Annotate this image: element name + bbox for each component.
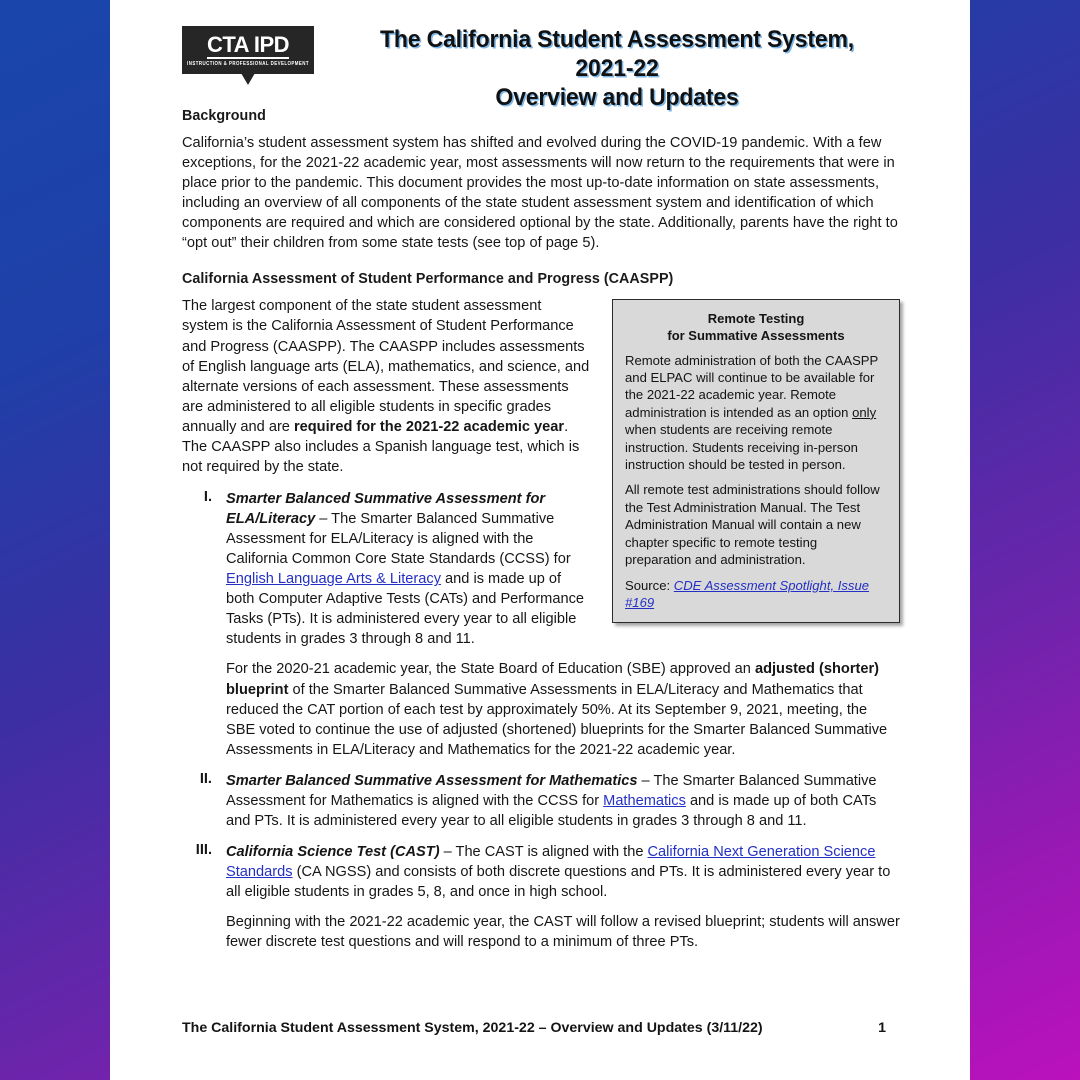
page-content [182,22,900,1058]
document-footer [182,1020,900,1036]
list-item-ii [182,771,900,831]
assessment-list [182,489,900,952]
caaspp-intro-bold: required for the 2021-22 academic year [293,418,565,435]
callout-p1-emphasis: only [852,404,877,420]
list-item-ii-numeral: II. [199,770,212,787]
list-item-i-body-a: – The Smarter Balanced Summative Assessment for ELA/Literacy is aligned with the California Common Core State Standards (CCSS) for [226,511,571,568]
callout-title-line1: Remote Testing [707,311,805,327]
section-heading-caaspp: California Assessment of Student Performance and Progress (CAASPP) [182,271,674,288]
logo-sub-text: INSTRUCTION & PROFESSIONAL DEVELOPMENT [187,59,309,67]
caaspp-intro-part1: The largest component of the state student assessment system is the California Assessment of Student Performance and Progress (CAASPP). The CAASPP includes assessments of English language arts (ELA), mathematics, and science, and alternate versions of each assessment. These assessments are administered to all eligible students in specific grades annually and are [182,298,590,435]
list-item-iii-paragraph-2: Beginning with the 2021-22 academic year, the CAST will follow a revised blueprint; students will answer fewer discrete test questions and will respond to a minimum of three PTs. [226,914,900,951]
list-item-ii-paragraph-1 [226,771,900,831]
list-item-ii-body-b: and is made up of both CATs and PTs. It is administered every year to all eligible students in grades 3 through 8 and 11. [226,792,877,829]
logo-main-text: CTA IPD [206,31,290,57]
callout-source-link[interactable]: CDE Assessment Spotlight, Issue #169 [625,577,870,610]
background-paragraph: California’s student assessment system has shifted and evolved during the COVID-19 pandemic. With a few exceptions, for the 2021-22 academic year, most assessments will now return to the requirements that were in place prior to the pandemic. This document provides the most up-to-date information on state assessments, including an overview of all components of the state student assessment system and identification of which components are required and which are considered optional by the state. Additionally, parents have the right to “opt out” their children from some state tests (see top of page 5). [182,135,898,252]
list-item-ii-title: Smarter Balanced Summative Assessment for Mathematics [226,772,638,789]
callout-p1-b: when students are receiving remote instruction. Students receiving in-person instruction should be tested in person. [625,422,858,473]
list-item-i-body-b: and is made up of both Computer Adaptive Tests (CATs) and Performance Tasks (PTs). It is administered every year to all eligible students in grades 3 through 8 and 11. [226,571,584,648]
list-item-i-p2-bold: adjusted (shorter) blueprint [226,661,880,698]
list-item-iii-title: California Science Test (CAST) [226,843,440,860]
callout-paragraph-2: All remote test administrations should follow the Test Administration Manual. The Test Administration Manual will contain a new chapter specific to remote testing preparation and administration. [625,482,880,568]
list-item-i-p2-b: of the Smarter Balanced Summative Assessments in ELA/Literacy and Mathematics that reduced the CAT portion of each test by approximately 50%. At its September 9, 2021, meeting, the SBE voted to continue the use of adjusted (shortened) blueprints for the Smarter Balanced Summative Assessments in ELA/Literacy and Mathematics for the 2021-22 academic year. [226,681,888,758]
section-heading-background: Background [182,108,266,124]
cta-ipd-logo [182,26,314,74]
callout-title [625,311,887,344]
list-item-iii-link[interactable]: California Next Generation Science Standards [226,843,876,880]
callout-paragraph-1 [625,352,887,474]
logo-speech-tail-icon [241,73,255,85]
document-title-line1: The California Student Assessment System, 2021-22 [380,26,854,82]
list-item-i-title: Smarter Balanced Summative Assessment for ELA/Literacy [226,490,546,527]
footer-page-number: 1 [878,1020,886,1036]
list-item-iii-body-a: – The CAST is aligned with the [439,843,648,860]
list-item-iii-numeral: III. [195,841,212,858]
callout-title-line2: for Summative Assessments [667,328,845,343]
list-item-i-link[interactable]: English Language Arts & Literacy [226,571,441,588]
list-item-iii-body-b: (CA NGSS) and consists of both discrete questions and PTs. It is administered every year to all eligible students in grades 5, 8, and once in high school. [226,864,891,901]
footer-text: The California Student Assessment System, 2021-22 – Overview and Updates (3/11/22) [182,1020,763,1036]
logo-box [182,26,314,74]
document-title-line2: Overview and Updates [495,83,739,111]
document-header [182,22,900,111]
callout-p1-a: Remote administration of both the CAASPP and ELPAC will continue to be available for the 2021-22 academic year. Remote administration is intended as an option [625,352,879,420]
callout-source-label: Source: [625,577,674,593]
document-title [351,22,883,113]
list-item-i-numeral: I. [203,488,212,505]
list-item-i [182,489,900,760]
caaspp-intro-part2: . The CAASPP also includes a Spanish language test, which is not required by the state. [182,418,580,475]
list-item-ii-body-a: – The Smarter Balanced Summative Assessment for Mathematics is aligned with the CCSS for [226,772,877,809]
list-item-i-paragraph-1 [226,489,900,650]
list-item-ii-link[interactable]: Mathematics [603,792,686,809]
document-page [110,0,970,1080]
list-item-i-paragraph-2 [226,659,900,759]
list-item-iii-paragraph-1 [226,842,900,902]
list-item-iii [182,842,900,952]
list-item-i-p2-a: For the 2020-21 academic year, the State Board of Education (SBE) approved an [226,661,755,678]
